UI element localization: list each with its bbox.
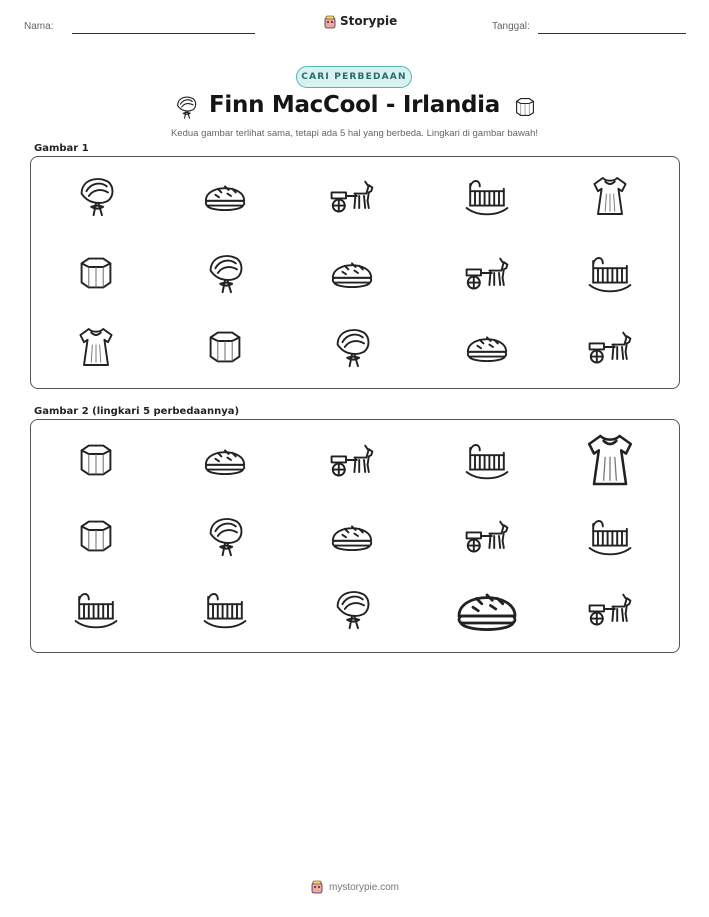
picture-1-dress-icon — [72, 323, 120, 371]
page-title: Finn MacCool - Irlandia — [209, 92, 500, 118]
picture-1-horse-cart-icon — [328, 172, 376, 220]
picture-2-cradle-icon[interactable] — [463, 436, 511, 484]
brand-logo — [323, 14, 397, 28]
picture-2-dress-icon[interactable] — [578, 428, 642, 492]
footer-url: mystorypie.com — [328, 881, 399, 893]
picture-1-cradle-icon — [463, 172, 511, 220]
picture-1-bonnet-icon — [328, 323, 376, 371]
picture-2-horse-cart-icon[interactable] — [586, 585, 634, 633]
picture-2-stump-icon[interactable] — [72, 436, 120, 484]
brand-name: Storypie — [340, 14, 398, 28]
storypie-mascot-icon — [323, 14, 337, 28]
picture-1-bonnet-icon — [72, 172, 120, 220]
picture-1-horse-cart-icon — [586, 323, 634, 371]
picture-1-stump-icon — [201, 323, 249, 371]
name-field-line[interactable] — [72, 33, 255, 34]
picture-1-label: Gambar 1 — [34, 143, 89, 154]
picture-2-cradle-icon[interactable] — [201, 585, 249, 633]
date-field-line[interactable] — [538, 33, 686, 34]
picture-2-horse-cart-icon[interactable] — [463, 512, 511, 560]
picture-1-bonnet-icon — [201, 249, 249, 297]
picture-1-horse-cart-icon — [463, 249, 511, 297]
picture-1-cradle-icon — [586, 249, 634, 297]
picture-2-horse-cart-icon[interactable] — [328, 436, 376, 484]
picture-2-bread-icon[interactable] — [328, 512, 376, 560]
picture-2-bread-icon[interactable] — [201, 436, 249, 484]
picture-2-bonnet-icon[interactable] — [328, 585, 376, 633]
instructions: Kedua gambar terlihat sama, tetapi ada 5 hal yang berbeda. Lingkari di gambar bawah! — [170, 128, 539, 139]
bonnet-icon — [172, 93, 200, 121]
picture-1-bread-icon — [328, 249, 376, 297]
picture-2-cradle-icon[interactable] — [586, 512, 634, 560]
picture-2-bonnet-icon[interactable] — [201, 512, 249, 560]
picture-1-stump-icon — [72, 249, 120, 297]
picture-2-label: Gambar 2 (lingkari 5 perbedaannya) — [34, 406, 240, 417]
picture-2-bread-icon[interactable] — [452, 574, 522, 644]
stump-icon — [511, 93, 539, 121]
storypie-mascot-icon — [310, 880, 324, 894]
picture-2-stump-icon[interactable] — [72, 512, 120, 560]
activity-badge: CARI PERBEDAAN — [296, 66, 412, 88]
picture-1-bread-icon — [463, 323, 511, 371]
footer — [0, 880, 709, 894]
date-label: Tanggal: — [492, 21, 530, 32]
picture-1-dress-icon — [586, 172, 634, 220]
name-label: Nama: — [24, 21, 54, 32]
picture-1-bread-icon — [201, 172, 249, 220]
picture-2-cradle-icon[interactable] — [72, 585, 120, 633]
